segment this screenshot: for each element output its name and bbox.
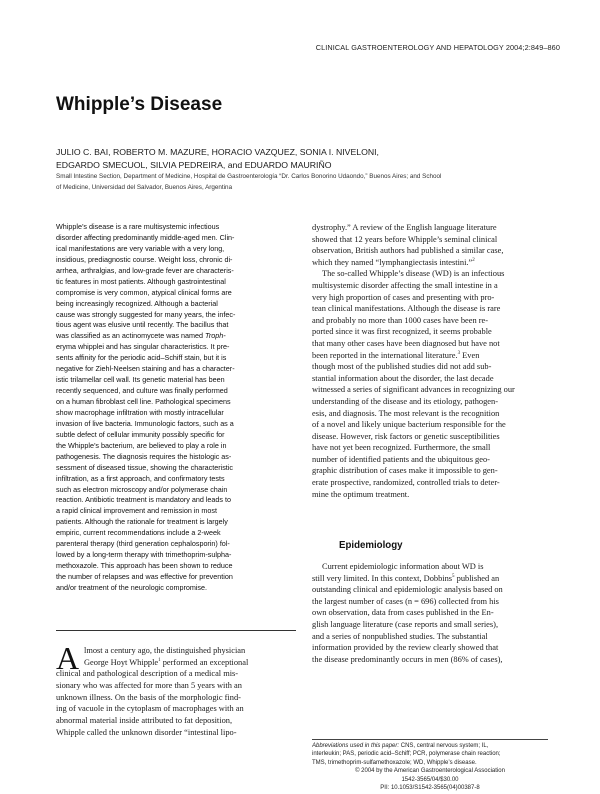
body-line: dystrophy.” A review of the English language literature — [312, 223, 497, 232]
abstract-line: sessment of diseased tissue, showing the characteristic — [56, 462, 233, 472]
abstract-line: cause was strongly suggested for many years, the infec- — [56, 309, 236, 319]
body-line: glish language literature (case reports and small series), — [312, 619, 499, 629]
right-column-text — [312, 222, 548, 500]
affiliation-line: Small Intestine Section, Department of Medicine, Hospital de Gastroenterología “Dr. Carlos Bonorino Udaondo,” Buenos Aires; and School — [56, 173, 442, 180]
body-line: witnessed a series of significant advances in recognizing our — [312, 385, 515, 395]
body-text: still very limited. In this context, Dobbins — [312, 573, 453, 583]
body-line: Current epidemiologic information about WD is — [322, 562, 484, 571]
epidemiology-text — [312, 561, 548, 665]
footnote-line — [312, 742, 548, 750]
body-line: that many other cases have been diagnosed but have not — [312, 338, 500, 348]
footnote-text: CNS, central nervous system; IL, — [399, 743, 489, 749]
issn-line: 1542-3565/04/$30.00 — [401, 776, 459, 783]
author-line: EDGARDO SMECUOL, SILVIA PEDREIRA, and EDUARDO MAURIÑO — [56, 160, 332, 170]
pii-line: PII: 10.1053/S1542-3565(04)00387-8 — [380, 784, 480, 791]
abstract-line: Whipple’s disease is a rare multisystemic infectious — [56, 222, 220, 231]
body-line: of a novel and likely unique bacterium responsible for the — [312, 420, 506, 430]
body-line — [312, 350, 548, 362]
abstract-line: tious agent was elusive until recently. The bacillus that — [56, 320, 229, 330]
abstract-line: ical manifestations are very variable with a very long, — [56, 243, 225, 253]
reference-superscript: 5 — [452, 573, 455, 579]
footnote-rule — [312, 739, 548, 740]
body-line: outstanding clinical and epidemiologic analysis based on — [312, 585, 503, 595]
affiliation-line: of Medicine, Universidad del Salvador, Buenos Aires, Argentina — [56, 183, 233, 191]
body-line: the disease predominantly occurs in men (86% of cases), — [312, 654, 503, 664]
body-line: understanding of the disease and its etiology, pathogen- — [312, 396, 498, 406]
body-text: published an — [454, 573, 500, 583]
abstract-line: and/or treatment of the neurologic compromise. — [56, 582, 208, 592]
body-line: and a series of nonpublished studies. The substantial — [312, 631, 488, 641]
abstract-line: parenteral therapy (third generation cephalosporin) fol- — [56, 539, 230, 549]
footnotes — [312, 742, 548, 792]
footnote-line: interleukin; PAS, periodic acid–Schiff; PCR, polymerase chain reaction; — [312, 751, 501, 758]
abstract-text: was classified as an actinomycete was named — [56, 331, 204, 341]
abstract-line: sents affinity for the periodic acid–Schiff stain, but it is — [56, 353, 227, 363]
abstract-line: tic features in most patients. Although gastrointestinal — [56, 276, 226, 286]
abstract-line: infiltration, as a first approach, and confirmatory tests — [56, 473, 225, 483]
species-name-italic: Troph- — [205, 331, 226, 341]
body-line: graphic distribution of cases make it impossible to gen- — [312, 466, 498, 476]
intro-line: Whipple called the unknown disorder “intestinal lipo- — [56, 727, 237, 737]
intro-text: performed an exceptional — [160, 657, 249, 667]
abbreviations-label: Abbreviations used in this paper: — [312, 743, 400, 749]
abstract-divider — [56, 630, 296, 631]
abstract-line: the number of relapses and was effective for prevention — [56, 572, 233, 581]
abstract-line: show macrophage infiltration with mostly intracellular — [56, 407, 224, 417]
intro-line: clinical and pathological description of a medical mis- — [56, 669, 239, 679]
abstract-line: disorder affecting predominantly middle-aged men. Clin- — [56, 232, 235, 242]
abstract-line: eryma whipplei and has singular characteristics. It pre- — [56, 342, 230, 352]
abstract-line: arrhea, arthralgias, and low-grade fever are characteris- — [56, 265, 234, 275]
reference-superscript: 2 — [472, 257, 475, 263]
body-line — [312, 257, 548, 269]
author-line: JULIO C. BAI, ROBERTO M. MAZURE, HORACIO VAZQUEZ, SONIA I. NIVELONI, — [56, 147, 379, 157]
author-list — [56, 146, 556, 172]
footnote-line: TMS, trimethoprim-sulfamethoxazole; WD, Whipple’s disease. — [312, 759, 477, 766]
body-line: esis, and diagnosis. The most relevant is the recognition — [312, 408, 500, 418]
intro-line: lmost a century ago, the distinguished physician — [84, 646, 246, 655]
section-heading-epidemiology: Epidemiology — [339, 540, 403, 551]
body-line: have not yet been recognized. Furthermore, the small — [312, 443, 491, 453]
body-line: ported since it was first recognized, it seems probable — [312, 327, 492, 337]
body-line: showed that 12 years before Whipple’s seminal clinical — [312, 234, 498, 244]
abstract-line: being increasingly recognized. Although a bacterial — [56, 298, 218, 308]
body-text: which they named “lymphangiectasis intestini.” — [312, 257, 473, 267]
abstract-line: the Whipple’s bacterium, are believed to play a role in — [56, 440, 227, 450]
reference-superscript: 3 — [457, 350, 461, 356]
body-line: multisystemic disorder affecting the small intestine in a — [312, 280, 498, 290]
introduction-text — [56, 640, 298, 739]
abstract-line: insidious, prediagnostic course. Weight loss, chronic di- — [56, 254, 233, 264]
abstract-line: lowed by a long-term therapy with trimethoprim-sulpha- — [56, 550, 232, 560]
affiliation — [56, 172, 556, 193]
abstract-line: on a human fibroblast cell line. Pathological specimens — [56, 397, 231, 406]
body-line: stantial information about the disorder, the last decade — [312, 373, 494, 383]
article-title: Whipple’s Disease — [56, 94, 223, 115]
body-text: Even — [460, 350, 480, 360]
intro-line: sionary who was affected for more than 5 years with an — [56, 681, 242, 691]
body-line: information provided by the review clearly showed that — [312, 643, 499, 653]
body-line: number of identified patients and the ubiquitous geo- — [312, 454, 490, 464]
body-line: mine the optimum treatment. — [312, 489, 410, 499]
copyright-line: © 2004 by the American Gastroenterological Association — [355, 768, 505, 775]
abstract — [56, 222, 296, 594]
abstract-line: empiric, current recommendations include a 2-week — [56, 528, 221, 538]
body-line: observation, British authors had published a similar case, — [312, 246, 504, 256]
body-line: and probably no more than 1000 cases have been re- — [312, 315, 489, 325]
body-line: The so-called Whipple’s disease (WD) is an infectious — [322, 269, 505, 279]
intro-line: unknown illness. On the basis of the morphologic find- — [56, 692, 241, 702]
abstract-line: reaction. Antibiotic treatment is mandatory and leads to — [56, 495, 231, 505]
body-line: though most of the published studies did not add sub- — [312, 362, 492, 372]
abstract-line: istic trilamellar cell wall. Its genetic material has been — [56, 375, 225, 385]
intro-line: abnormal material inside attributed to fat deposition, — [56, 716, 233, 726]
intro-text: George Hoyt Whipple — [84, 657, 159, 667]
body-line — [312, 573, 548, 585]
abstract-line: invasion of live bacteria. Immunologic factors, such as a — [56, 418, 234, 428]
intro-line: ing of vacuole in the cytoplasm of macrophages with an — [56, 704, 244, 714]
abstract-line: pathogenesis. The diagnosis requires the histologic as- — [56, 451, 232, 461]
body-text: been reported in the international literature. — [312, 350, 458, 360]
abstract-line: a rapid clinical improvement and remission in most — [56, 506, 217, 516]
drop-cap: A — [56, 640, 80, 676]
body-line: tean clinical manifestations. Although the disease is rare — [312, 304, 501, 314]
abstract-line: recently sequenced, and culture was finally performed — [56, 386, 228, 396]
body-line: erate prospective, randomized, controlled trials to deter- — [312, 478, 500, 488]
abstract-line: patients. Although the rationale for treatment is largely — [56, 517, 228, 527]
abstract-line — [56, 331, 296, 342]
abstract-line: methoxazole. This approach has been shown to reduce — [56, 561, 233, 571]
reference-superscript: 1 — [158, 657, 161, 663]
body-line: own observation, data from cases published in the En- — [312, 608, 494, 618]
abstract-line: compromise is very common, atypical clinical forms are — [56, 287, 232, 297]
abstract-line: subtle defect of cellular immunity possibly specific for — [56, 429, 225, 439]
intro-line — [56, 657, 298, 669]
body-line: disease. However, risk factors or genetic susceptibilities — [312, 431, 500, 441]
body-line: very high proportion of cases and presenting with pro- — [312, 292, 495, 302]
running-head: CLINICAL GASTROENTEROLOGY AND HEPATOLOGY 2004;2:849–860 — [315, 43, 560, 52]
body-line: the largest number of cases (n = 696) collected from his — [312, 596, 499, 606]
abstract-line: such as electron microscopy and/or polymerase chain — [56, 484, 228, 494]
abstract-line: negative for Ziehl-Neelsen staining and has a character- — [56, 364, 235, 374]
